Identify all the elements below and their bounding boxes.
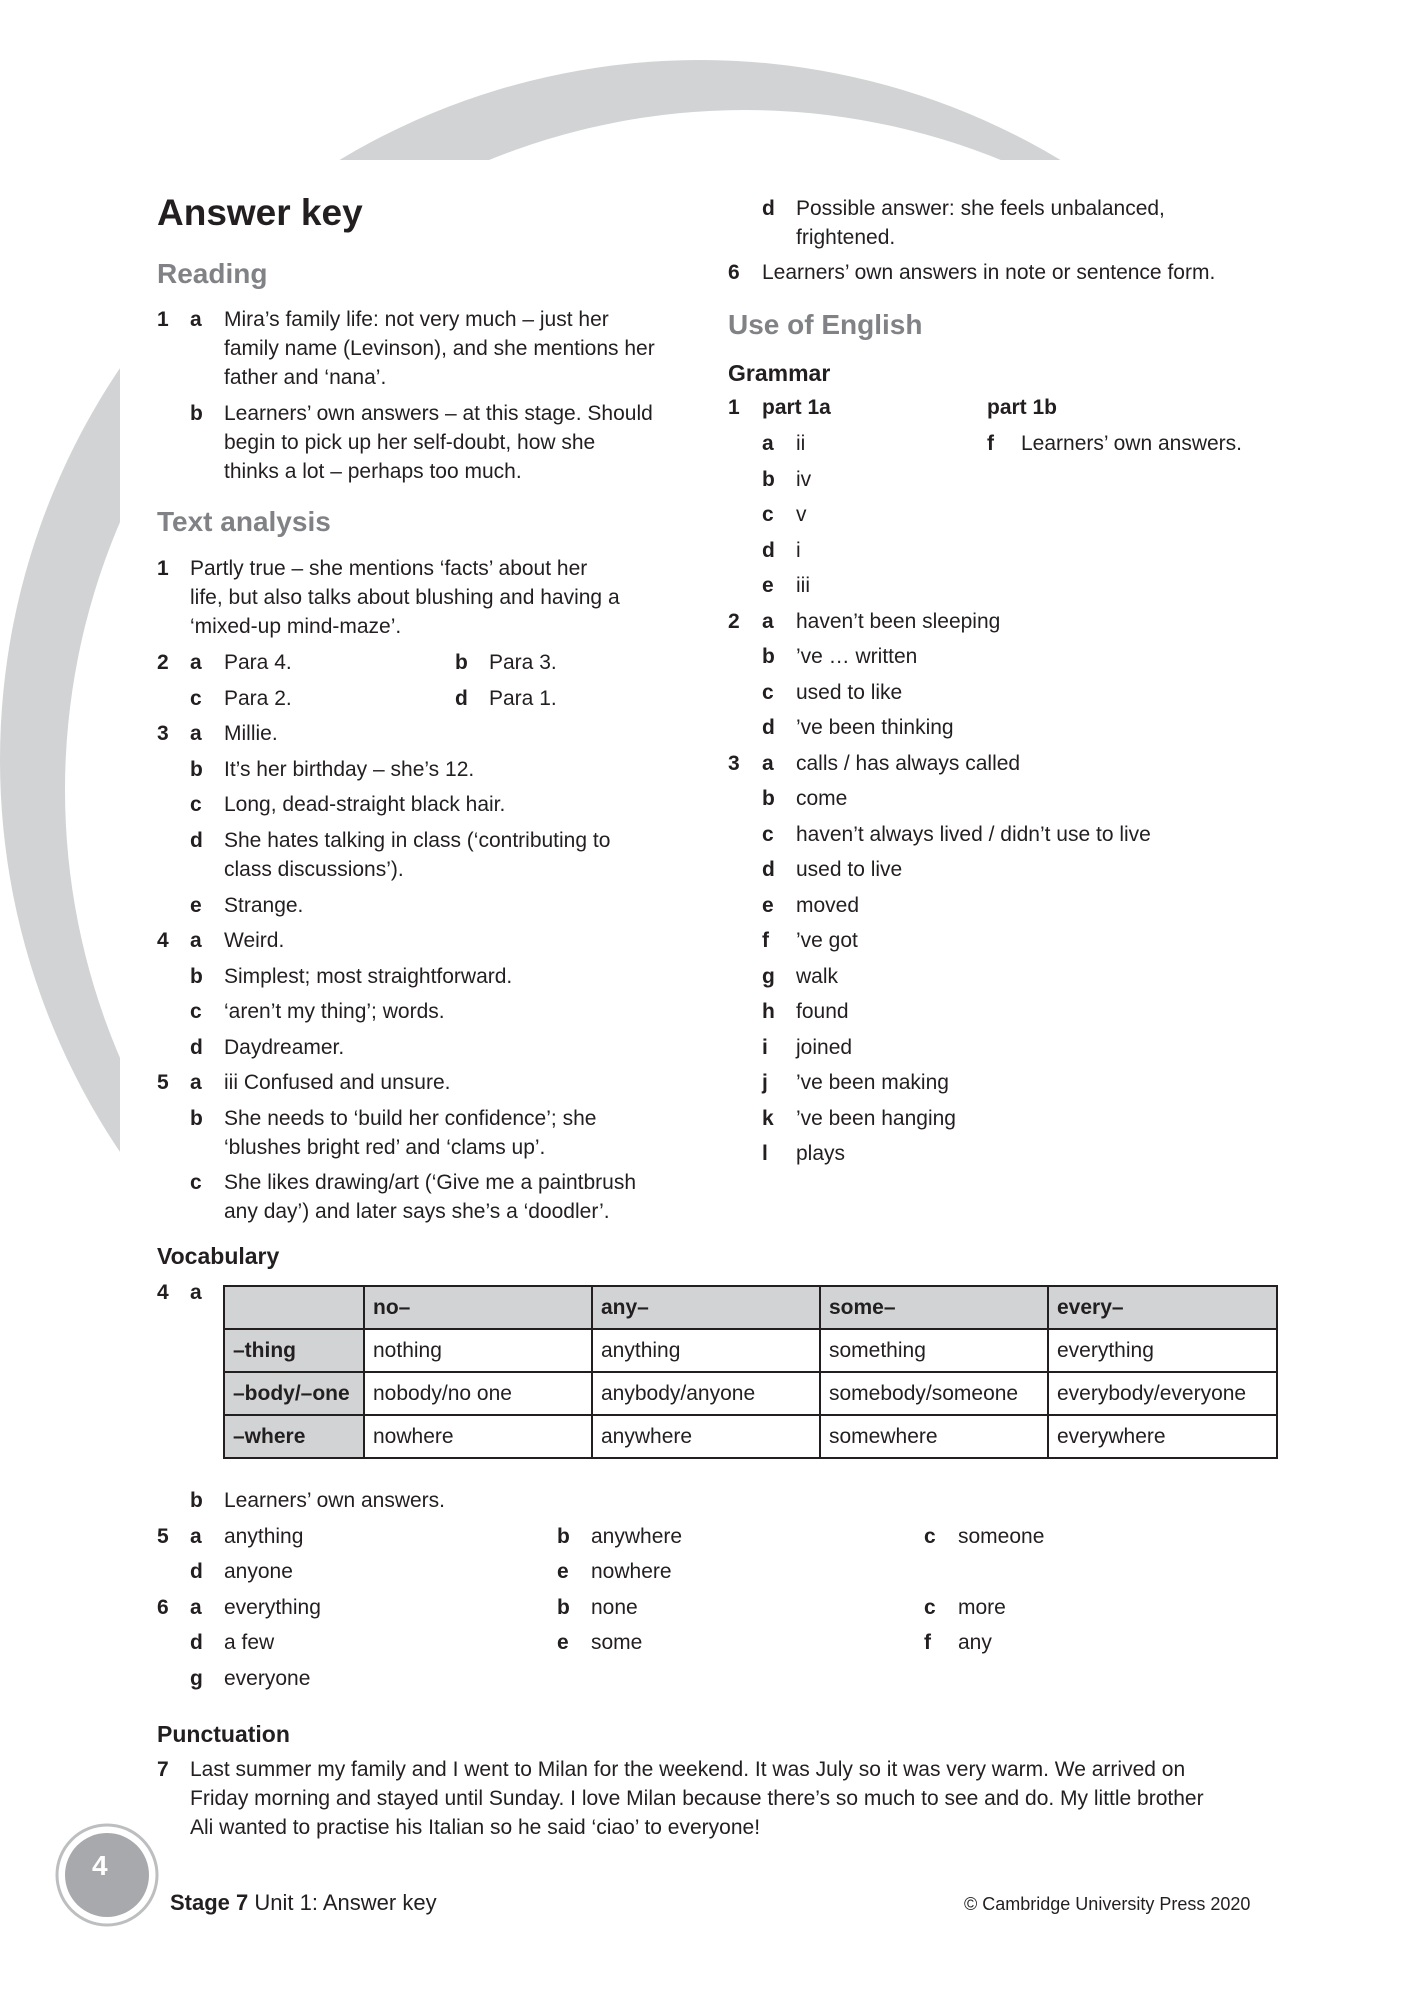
- answer-line: more: [958, 1596, 1006, 1619]
- table-header-cell: no–: [364, 1286, 592, 1329]
- item-letter: b: [762, 468, 775, 491]
- answer-line: Para 1.: [489, 687, 557, 710]
- answer-line: family name (Levinson), and she mentions her: [224, 337, 655, 360]
- item-letter: c: [924, 1525, 936, 1548]
- item-letter: b: [190, 1489, 203, 1512]
- answer-line: Learners’ own answers.: [1021, 432, 1242, 455]
- answer-line: some: [591, 1631, 643, 1654]
- item-letter: h: [762, 1000, 775, 1023]
- answer-line: ’ve been hanging: [796, 1107, 956, 1130]
- answer-line: Strange.: [224, 894, 304, 917]
- use-of-english-heading: Use of English: [728, 309, 923, 340]
- item-letter: a: [190, 308, 202, 331]
- item-letter: f: [762, 929, 769, 952]
- answer-line: someone: [958, 1525, 1045, 1548]
- answer-line: life, but also talks about blushing and having a: [190, 586, 620, 609]
- table-row: [224, 1415, 1277, 1458]
- answer-line: Mira’s family life: not very much – just her: [224, 308, 609, 331]
- answer-line: found: [796, 1000, 849, 1023]
- footer-unit-label: [170, 1890, 437, 1916]
- answer-line: ‘blushes bright red’ and ‘clams up’.: [224, 1136, 546, 1159]
- item-letter: c: [762, 823, 774, 846]
- item-letter: c: [190, 687, 202, 710]
- question-number: 5: [157, 1071, 169, 1094]
- answer-line: Last summer my family and I went to Milan for the weekend. It was July so it was very warm. We arrived on: [190, 1758, 1186, 1781]
- item-letter: d: [762, 716, 775, 739]
- question-number: 1: [157, 557, 169, 580]
- answer-line: any: [958, 1631, 992, 1654]
- answer-line: Ali wanted to practise his Italian so he said ‘ciao’ to everyone!: [190, 1816, 761, 1839]
- item-letter: b: [762, 645, 775, 668]
- page-title: Answer key: [157, 192, 363, 233]
- answer-line: Para 3.: [489, 651, 557, 674]
- table-cell: nothing: [364, 1329, 592, 1372]
- answer-line: Learners’ own answers.: [224, 1489, 445, 1512]
- item-letter: c: [924, 1596, 936, 1619]
- answer-line: Millie.: [224, 722, 278, 745]
- table-cell: anybody/anyone: [592, 1372, 820, 1415]
- answer-line: calls / has always called: [796, 752, 1021, 775]
- table-cell: nowhere: [364, 1415, 592, 1458]
- item-letter: d: [762, 858, 775, 881]
- question-number: 3: [157, 722, 169, 745]
- item-letter: b: [455, 651, 468, 674]
- answer-line: ’ve been making: [796, 1071, 949, 1094]
- question-number: 2: [728, 610, 740, 633]
- answer-line: She needs to ‘build her confidence’; she: [224, 1107, 597, 1130]
- item-letter: b: [762, 787, 775, 810]
- answer-line: a few: [224, 1631, 275, 1654]
- answer-line: haven’t always lived / didn’t use to live: [796, 823, 1151, 846]
- table-row: [224, 1329, 1277, 1372]
- item-letter: d: [190, 1631, 203, 1654]
- item-letter: e: [762, 574, 774, 597]
- item-letter: a: [190, 1525, 202, 1548]
- table-header-cell: any–: [592, 1286, 820, 1329]
- item-letter: d: [190, 829, 203, 852]
- item-letter: d: [762, 539, 775, 562]
- answer-line: haven’t been sleeping: [796, 610, 1001, 633]
- punctuation-heading: Punctuation: [157, 1721, 290, 1747]
- item-letter: e: [557, 1560, 569, 1583]
- question-number: 3: [728, 752, 740, 775]
- item-letter: j: [762, 1071, 768, 1094]
- answer-line: Para 4.: [224, 651, 292, 674]
- table-cell: somebody/someone: [820, 1372, 1048, 1415]
- item-letter: g: [190, 1667, 203, 1690]
- item-letter: b: [557, 1525, 570, 1548]
- answer-line: It’s her birthday – she’s 12.: [224, 758, 475, 781]
- item-letter: c: [762, 503, 774, 526]
- question-number: 1: [157, 308, 169, 331]
- answer-line: Possible answer: she feels unbalanced,: [796, 197, 1165, 220]
- table-row-header: –where: [224, 1415, 364, 1458]
- item-letter: a: [190, 722, 202, 745]
- table-cell: somewhere: [820, 1415, 1048, 1458]
- answer-line: Long, dead-straight black hair.: [224, 793, 506, 816]
- item-letter: a: [190, 1281, 202, 1304]
- answer-line: iii Confused and unsure.: [224, 1071, 451, 1094]
- item-letter: a: [762, 432, 774, 455]
- answer-line: everything: [224, 1596, 321, 1619]
- item-letter: b: [190, 965, 203, 988]
- answer-line: She hates talking in class (‘contributing to: [224, 829, 611, 852]
- table-header-cell: [224, 1286, 364, 1329]
- answer-line: ’ve been thinking: [796, 716, 954, 739]
- table-row-header: –thing: [224, 1329, 364, 1372]
- item-letter: i: [762, 1036, 768, 1059]
- item-letter: a: [762, 610, 774, 633]
- answer-line: anywhere: [591, 1525, 683, 1548]
- item-letter: d: [762, 197, 775, 220]
- answer-line: ii: [796, 432, 806, 455]
- question-number: 2: [157, 651, 169, 674]
- answer-line: Simplest; most straightforward.: [224, 965, 513, 988]
- table-cell: nobody/no one: [364, 1372, 592, 1415]
- table-cell: something: [820, 1329, 1048, 1372]
- table-row: [224, 1372, 1277, 1415]
- answer-line: Learners’ own answers – at this stage. Should: [224, 402, 653, 425]
- answer-line: class discussions’).: [224, 858, 404, 881]
- vocabulary-heading: Vocabulary: [157, 1243, 280, 1269]
- item-letter: e: [762, 894, 774, 917]
- answer-line: Weird.: [224, 929, 285, 952]
- answer-line: nowhere: [591, 1560, 672, 1583]
- answer-line: ‘aren’t my thing’; words.: [224, 1000, 445, 1023]
- question-number: 7: [157, 1758, 169, 1781]
- reading-heading: Reading: [157, 258, 268, 289]
- answer-line: begin to pick up her self-doubt, how she: [224, 431, 596, 454]
- item-letter: a: [190, 1071, 202, 1094]
- answer-line: She likes drawing/art (‘Give me a paintbrush: [224, 1171, 637, 1194]
- answer-line: v: [796, 503, 807, 526]
- answer-line: used to like: [796, 681, 903, 704]
- answer-line: Para 2.: [224, 687, 292, 710]
- question-number: 6: [728, 261, 740, 284]
- table-header-cell: some–: [820, 1286, 1048, 1329]
- answer-line: anyone: [224, 1560, 293, 1583]
- item-letter: e: [557, 1631, 569, 1654]
- vocabulary-table: [223, 1285, 1278, 1459]
- item-letter: k: [762, 1107, 774, 1130]
- answer-line: used to live: [796, 858, 903, 881]
- item-letter: c: [190, 1000, 202, 1023]
- answer-line: iii: [796, 574, 810, 597]
- item-letter: a: [762, 752, 774, 775]
- table-header-cell: every–: [1048, 1286, 1277, 1329]
- item-letter: c: [762, 681, 774, 704]
- page-number: 4: [92, 1850, 108, 1881]
- item-letter: c: [190, 1171, 202, 1194]
- answer-line: any day’) and later says she’s a ‘doodler’.: [224, 1200, 610, 1223]
- item-letter: b: [190, 402, 203, 425]
- item-letter: d: [190, 1036, 203, 1059]
- table-cell: everybody/everyone: [1048, 1372, 1277, 1415]
- table-row-header: –body/–one: [224, 1372, 364, 1415]
- part-1b-label: part 1b: [987, 396, 1058, 419]
- item-letter: d: [190, 1560, 203, 1583]
- answer-line: come: [796, 787, 848, 810]
- question-number: 4: [157, 1281, 169, 1304]
- text-analysis-heading: Text analysis: [157, 506, 331, 537]
- item-letter: b: [557, 1596, 570, 1619]
- answer-line: ‘mixed-up mind-maze’.: [190, 615, 402, 638]
- question-number: 5: [157, 1525, 169, 1548]
- answer-line: father and ‘nana’.: [224, 366, 387, 389]
- table-cell: everywhere: [1048, 1415, 1277, 1458]
- item-letter: g: [762, 965, 775, 988]
- item-letter: a: [190, 929, 202, 952]
- item-letter: l: [762, 1142, 768, 1165]
- table-cell: anywhere: [592, 1415, 820, 1458]
- answer-line: Learners’ own answers in note or sentence form.: [762, 261, 1216, 284]
- question-number: 6: [157, 1596, 169, 1619]
- item-letter: b: [190, 1107, 203, 1130]
- footer-stage: Stage 7: [170, 1890, 249, 1915]
- part-1a-label: part 1a: [762, 396, 831, 419]
- item-letter: b: [190, 758, 203, 781]
- answer-line: Daydreamer.: [224, 1036, 345, 1059]
- item-letter: e: [190, 894, 202, 917]
- item-letter: a: [190, 1596, 202, 1619]
- answer-line: Friday morning and stayed until Sunday. I love Milan because there’s so much to see and do. My little brother: [190, 1787, 1204, 1810]
- answer-line: ’ve … written: [796, 645, 918, 668]
- answer-line: anything: [224, 1525, 304, 1548]
- item-letter: a: [190, 651, 202, 674]
- question-number: 1: [728, 396, 740, 419]
- answer-line: everyone: [224, 1667, 311, 1690]
- item-letter: c: [190, 793, 202, 816]
- answer-line: joined: [796, 1036, 853, 1059]
- answer-line: ’ve got: [796, 929, 858, 952]
- item-letter: f: [987, 432, 994, 455]
- answer-line: plays: [796, 1142, 846, 1165]
- table-cell: anything: [592, 1329, 820, 1372]
- answer-line: moved: [796, 894, 860, 917]
- answer-line: none: [591, 1596, 638, 1619]
- table-cell: everything: [1048, 1329, 1277, 1372]
- answer-line: iv: [796, 468, 812, 491]
- item-letter: f: [924, 1631, 931, 1654]
- answer-line: i: [796, 539, 801, 562]
- answer-line: thinks a lot – perhaps too much.: [224, 460, 522, 483]
- question-number: 4: [157, 929, 169, 952]
- answer-line: frightened.: [796, 226, 896, 249]
- footer-unit: Unit 1: Answer key: [254, 1890, 437, 1915]
- item-letter: d: [455, 687, 468, 710]
- footer-copyright: © Cambridge University Press 2020: [964, 1894, 1251, 1914]
- grammar-heading: Grammar: [728, 360, 831, 386]
- table-header-row: [224, 1286, 1277, 1329]
- answer-line: Partly true – she mentions ‘facts’ about her: [190, 557, 588, 580]
- answer-line: walk: [796, 965, 839, 988]
